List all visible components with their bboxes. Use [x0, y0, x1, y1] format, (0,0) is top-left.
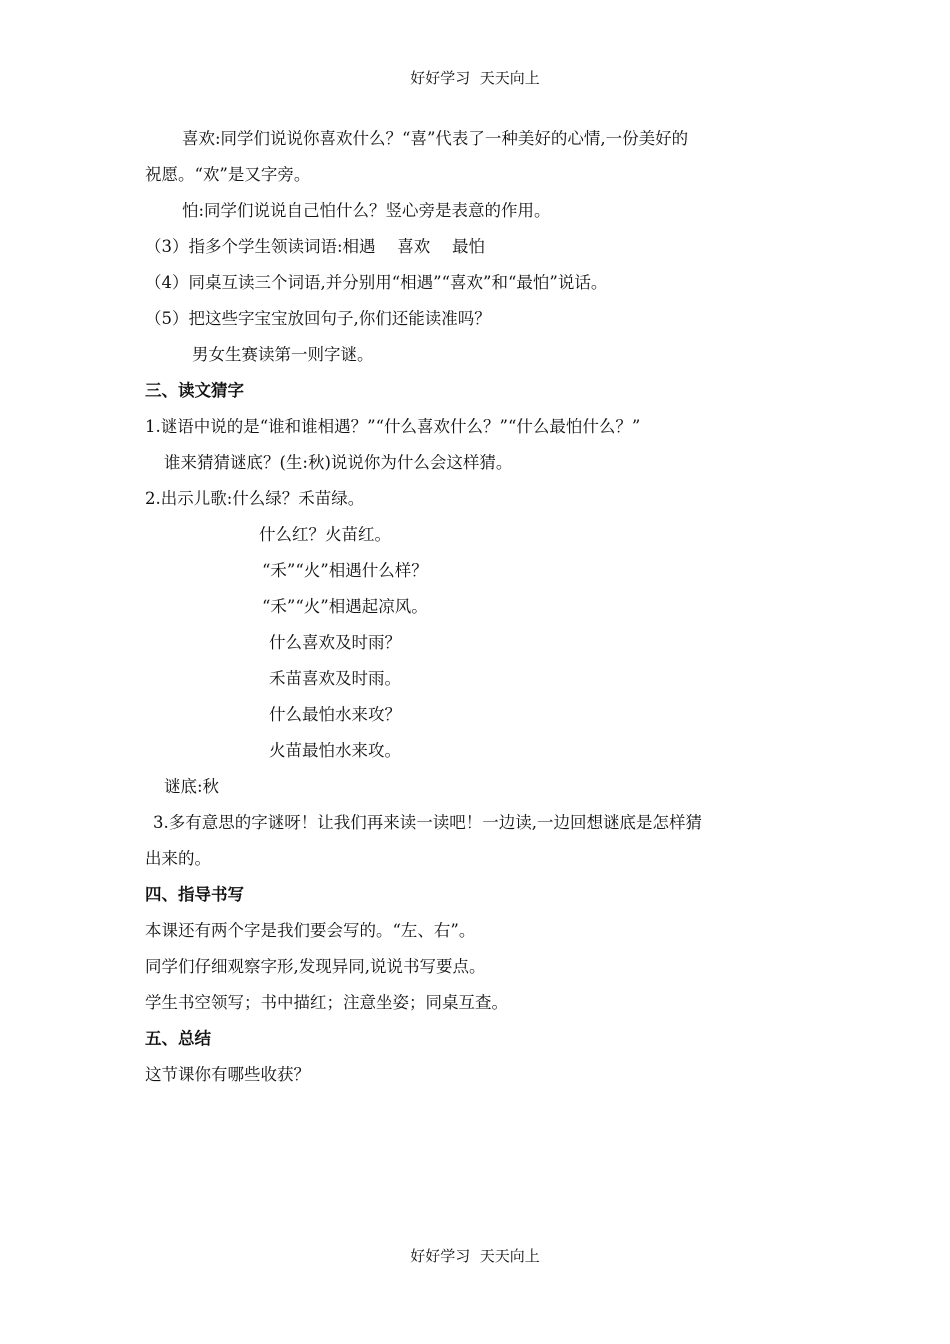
item-3: 3.多有意思的字谜呀！让我们再来读一读吧！一边读,一边回想谜底是怎样猜 [153, 813, 702, 832]
section-heading-4: 四、指导书写 [145, 885, 244, 904]
poem-line-2: 什么红？火苗红。 [259, 525, 391, 544]
poem-line-4: “禾”“火”相遇起凉风。 [262, 597, 428, 616]
item-3-cont: 出来的。 [145, 849, 211, 868]
writing-para-3: 学生书空领写；书中描红；注意坐姿；同桌互查。 [145, 993, 508, 1012]
summary-question: 这节课你有哪些收获？ [145, 1065, 310, 1084]
item-1: 1.谜语中说的是“谁和谁相遇？”“什么喜欢什么？”“什么最怕什么？” [145, 417, 641, 436]
riddle-answer: 谜底:秋 [164, 777, 220, 796]
item-1-cont: 谁来猜猜谜底？(生:秋)说说你为什么会这样猜。 [164, 453, 513, 472]
step-5: （5）把这些字宝宝放回句子,你们还能读准吗？ [145, 309, 491, 328]
item-2: 2.出示儿歌:什么绿？禾苗绿。 [145, 489, 365, 508]
poem-line-7: 什么最怕水来攻？ [269, 705, 401, 724]
writing-para-2: 同学们仔细观察字形,发现异同,说说书写要点。 [145, 957, 486, 976]
page-footer: 好好学习 天天向上 [410, 1247, 540, 1265]
paragraph-xihuan-cont: 祝愿。“欢”是又字旁。 [145, 165, 311, 184]
poem-line-5: 什么喜欢及时雨？ [269, 633, 401, 652]
writing-para-1: 本课还有两个字是我们要会写的。“左、右”。 [145, 921, 476, 940]
step-5-note: 男女生赛读第一则字谜。 [192, 345, 374, 364]
section-heading-3: 三、读文猜字 [145, 381, 244, 400]
paragraph-xihuan: 喜欢:同学们说说你喜欢什么？“喜”代表了一种美好的心情,一份美好的 [182, 129, 689, 148]
poem-line-6: 禾苗喜欢及时雨。 [269, 669, 401, 688]
poem-line-8: 火苗最怕水来攻。 [269, 741, 401, 760]
poem-line-3: “禾”“火”相遇什么样？ [262, 561, 428, 580]
section-heading-5: 五、总结 [145, 1029, 211, 1048]
paragraph-pa: 怕:同学们说说自己怕什么？竖心旁是表意的作用。 [182, 201, 551, 220]
step-3: （3）指多个学生领读词语:相遇 喜欢 最怕 [145, 237, 486, 256]
step-4: （4）同桌互读三个词语,并分别用“相遇”“喜欢”和“最怕”说话。 [145, 273, 608, 292]
page-header: 好好学习 天天向上 [410, 69, 540, 87]
